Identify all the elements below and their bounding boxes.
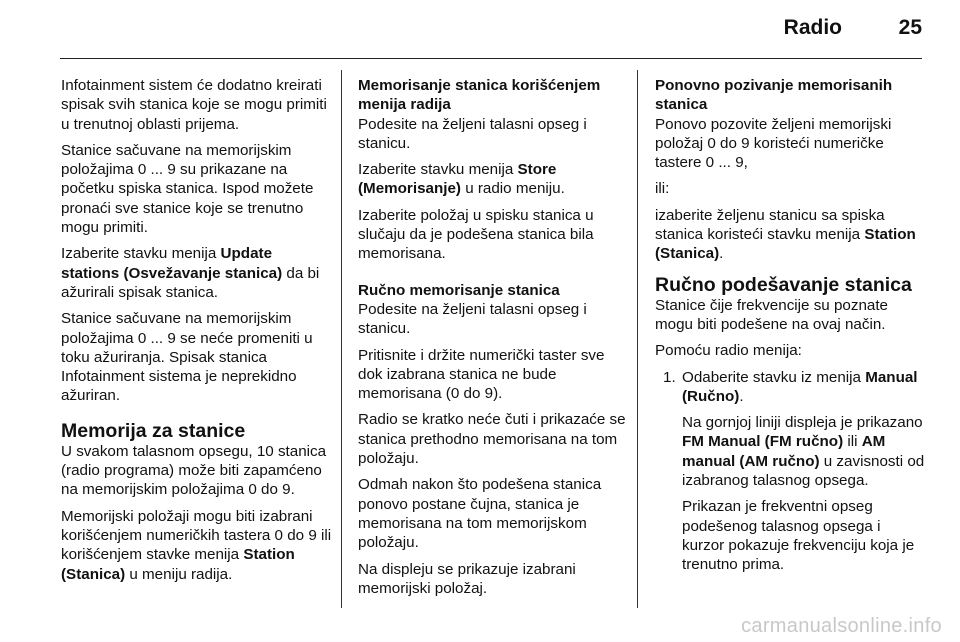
section-title: Radio bbox=[783, 16, 842, 39]
section-heading: Ručno podešavanje stanica bbox=[655, 273, 912, 296]
paragraph: Na displeju se prikazuje izabrani memorijski položaj. bbox=[358, 560, 576, 597]
text: Izaberite stavku menija bbox=[358, 161, 518, 179]
subheading: Memorisanje stanica korišćenjem menija radija bbox=[358, 77, 601, 114]
paragraph: Radio se kratko neće čuti i prikazaće se stanica prethodno memorisana na tom položaju. bbox=[358, 411, 626, 468]
list-subparagraph bbox=[655, 413, 925, 490]
paragraph: ili: bbox=[655, 180, 670, 198]
menu-item-ref: Store (Memorisanje) bbox=[358, 161, 557, 198]
menu-item-ref: Station (Stanica) bbox=[655, 226, 916, 263]
paragraph: Odmah nakon što podešena stanica ponovo postane čujna, stanica je memorisana na tom memorijskom položaju. bbox=[358, 476, 602, 552]
text: u zavisnosti od izabranog talasnog opsega. bbox=[682, 452, 925, 490]
paragraph: U svakom talasnom opsegu, 10 stanica (radio programa) može biti zapamćeno na memorijskim položajima 0 do 9. bbox=[61, 442, 327, 499]
paragraph bbox=[61, 244, 333, 302]
text: da bi ažurirali spisak stanica. bbox=[61, 264, 320, 301]
text: Na gornjoj liniji displeja je prikazano bbox=[682, 414, 923, 432]
section-heading: Memorija za stanice bbox=[61, 419, 246, 442]
text: Memorijski položaji mogu biti izabrani korišćenjem numeričkih tastera 0 do 9 ili korišćenjem stavke menija bbox=[61, 507, 332, 564]
paragraph: Stanice sačuvane na memorijskim položajima 0 ... 9 su prikazane na početku spiska stanica. Ispod možete pronaći sve stanice koje se trenutno mogu primiti. bbox=[61, 141, 314, 237]
paragraph bbox=[61, 507, 333, 584]
display-text-ref: FM Manual (FM ručno) bbox=[682, 433, 844, 451]
text: ili bbox=[843, 433, 862, 451]
menu-item-ref: Update stations (Osvežavanje stanica) bbox=[61, 245, 283, 282]
text: izaberite željenu stanicu sa spiska stanica koristeći stavku menija bbox=[655, 206, 885, 244]
text: Odaberite stavku iz menija bbox=[682, 368, 866, 386]
text: Izaberite stavku menija bbox=[61, 245, 221, 263]
paragraph bbox=[358, 160, 630, 199]
paragraph: Stanice sačuvane na memorijskim položajima 0 ... 9 se neće promeniti u toku ažuriranja. Spisak stanica Infotainment sistema je neprekidno ažuriran. bbox=[61, 310, 313, 405]
list-subparagraph: Prikazan je frekventni opseg podešenog talasnog opsega i kurzor pokazuje frekvenciju koja je trenutno prima. bbox=[682, 498, 915, 574]
paragraph bbox=[655, 206, 925, 264]
page-header bbox=[0, 0, 960, 62]
column-3 bbox=[655, 76, 925, 582]
column-2 bbox=[358, 76, 630, 605]
text: . bbox=[719, 245, 724, 263]
column-divider-1 bbox=[341, 70, 342, 608]
watermark: carmanualsonline.info bbox=[741, 615, 942, 637]
paragraph: Ponovo pozovite željeni memorijski položaj 0 do 9 koristeći numeričke tastere 0 ... 9, bbox=[655, 115, 892, 172]
paragraph: Stanice čije frekvencije su poznate mogu biti podešene na ovaj način. bbox=[655, 296, 889, 333]
menu-item-ref: Station (Stanica) bbox=[61, 546, 295, 583]
header-rule bbox=[60, 58, 922, 59]
paragraph: Pomoću radio menija: bbox=[655, 342, 802, 360]
column-divider-2 bbox=[637, 70, 638, 608]
text: u meniju radija. bbox=[125, 565, 233, 583]
text: u radio meniju. bbox=[460, 180, 565, 198]
paragraph: Podesite na željeni talasni opseg i stanicu. bbox=[358, 115, 587, 152]
menu-item-ref: Manual (Ručno) bbox=[682, 368, 918, 405]
subheading: Ponovno pozivanje memorisanih stanica bbox=[655, 77, 893, 114]
paragraph: Pritisnite i držite numerički taster sve dok izabrana stanica ne bude memorisana (0 do 9). bbox=[358, 346, 605, 403]
page-number: 25 bbox=[898, 16, 922, 39]
list-item bbox=[655, 368, 925, 407]
list-number: 1. bbox=[663, 368, 676, 386]
paragraph: Izaberite položaj u spisku stanica u slučaju da je podešena stanica bila memorisana. bbox=[358, 206, 594, 263]
paragraph: Podesite na željeni talasni opseg i stanicu. bbox=[358, 300, 587, 338]
paragraph: Infotainment sistem će dodatno kreirati spisak svih stanica koje se mogu primiti u trenutnoj oblasti prijema. bbox=[61, 77, 327, 133]
display-text-ref: AM manual (AM ručno) bbox=[682, 433, 886, 470]
column-1 bbox=[61, 76, 333, 591]
text: . bbox=[739, 387, 744, 405]
subheading: Ručno memorisanje stanica bbox=[358, 281, 560, 299]
